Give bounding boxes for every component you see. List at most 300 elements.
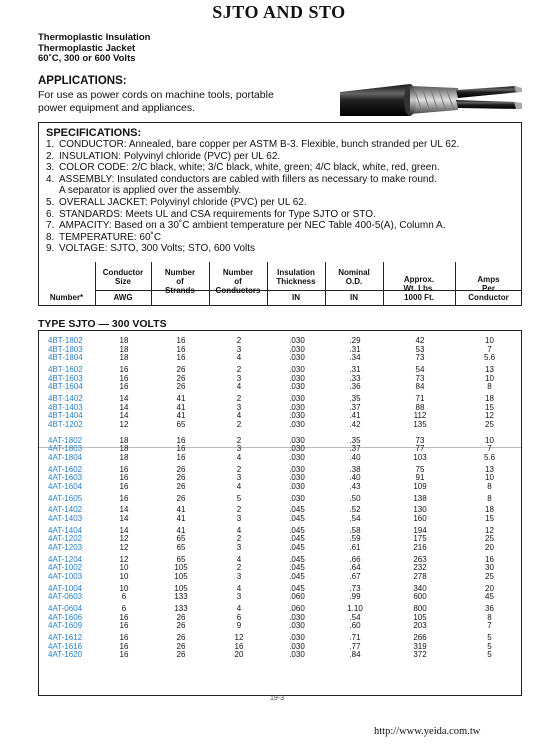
spec-text: AMPACITY: Based on a 30˚C ambient temperature per NEC Table 400-5(A), Column A. [59, 220, 446, 232]
spec-number: 1. [46, 139, 55, 150]
table-cell: 16 [119, 612, 129, 622]
table-cell: 26 [176, 473, 186, 483]
table-cell: .030 [289, 641, 305, 651]
header-label: Number of Strands [164, 268, 196, 296]
table-cell: .030 [289, 650, 305, 660]
part-number-cell: 4AT-1204 [48, 554, 83, 564]
table-cell: 12 [119, 554, 129, 564]
part-number-cell: 4BT-1402 [48, 394, 83, 403]
table-cell: 41 [176, 394, 186, 403]
table-cell: .60 [349, 621, 361, 631]
table-row [39, 445, 521, 453]
table-cell: 7 [487, 621, 492, 631]
table-cell: 12 [119, 534, 129, 544]
spec-text: INSULATION: Polyvinyl chloride (PVC) per UL 62. [59, 150, 281, 162]
spec-item [46, 139, 520, 151]
column-header [38, 262, 522, 306]
table-cell: .31 [349, 365, 361, 374]
table-cell: 25 [485, 572, 494, 581]
spec-text: COLOR CODE: 2/C black, white; 3/C black, white, green; 4/C black, white, red, green. [59, 162, 440, 174]
table-cell: .38 [349, 464, 361, 474]
table-cell: 41 [176, 525, 186, 535]
spec-item [46, 151, 520, 163]
part-number-cell: 4AT-1203 [48, 543, 83, 552]
table-cell: 3 [236, 514, 242, 523]
table-cell: 26 [176, 493, 186, 503]
table-cell: 12 [119, 543, 129, 552]
table-cell: 9 [236, 621, 242, 631]
header-amps [455, 262, 522, 306]
spec-text: ASSEMBLY: Insulated conductors are cabled with fillers as necessary to make round. [59, 173, 437, 185]
part-number-cell: 4AT-1803 [48, 444, 83, 454]
header-conductor-size [95, 262, 151, 306]
table-cell: 4 [236, 554, 242, 564]
table-cell: .030 [289, 336, 305, 345]
table-row [39, 544, 521, 552]
header-label: Nominal O.D. [338, 268, 370, 287]
part-number-cell: 4BT-1603 [48, 373, 83, 383]
part-number-cell: 4AT-1404 [48, 525, 83, 535]
header-label: Amps Per Conductor [468, 275, 509, 303]
table-cell: .030 [289, 402, 305, 412]
part-number-cell: 4AT-1605 [48, 493, 83, 503]
table-cell: 16 [119, 621, 129, 631]
table-row [39, 585, 521, 593]
table-cell: 14 [119, 505, 129, 515]
table-cell: .030 [289, 473, 305, 483]
table-cell: 8 [487, 481, 492, 491]
table-cell: 20 [234, 650, 244, 660]
table-cell: 16 [176, 344, 186, 354]
spec-text: VOLTAGE: SJTO, 300 Volts; STO, 600 Volts [59, 243, 256, 255]
table-cell: 319 [413, 641, 427, 651]
table-cell: 2 [236, 563, 242, 573]
table-cell: 12 [119, 419, 129, 429]
part-number-cell: 4AT-1620 [48, 650, 83, 660]
table-cell: 15 [485, 402, 494, 412]
table-cell: 18 [119, 435, 129, 445]
table-cell: 41 [176, 514, 186, 523]
table-cell: .61 [349, 543, 361, 552]
table-cell: 73 [415, 373, 425, 383]
table-cell: 3 [236, 444, 242, 454]
table-cell: 3 [236, 543, 242, 552]
spec-number: 8. [46, 231, 55, 243]
table-cell: .030 [289, 365, 305, 374]
table-row [39, 643, 521, 651]
table-cell: .030 [289, 464, 305, 474]
table-cell: 194 [413, 525, 427, 535]
table-cell: 65 [176, 534, 186, 544]
table-cell: 133 [174, 592, 188, 602]
table-cell: .99 [349, 592, 361, 602]
table-cell: .030 [289, 382, 305, 392]
table-cell: 109 [413, 481, 427, 491]
table-cell: 73 [415, 353, 425, 363]
table-cell: 16 [119, 373, 129, 383]
table-cell: .045 [289, 514, 305, 523]
table-cell: .50 [349, 493, 361, 503]
table-row [39, 383, 521, 391]
table-cell: 103 [413, 452, 427, 462]
header-label: Conductor Size [102, 268, 144, 287]
table-cell: 105 [413, 612, 427, 622]
table-cell: 20 [485, 583, 494, 593]
cable-description [38, 33, 150, 65]
table-cell: .045 [289, 543, 305, 552]
table-row [39, 483, 521, 491]
subhead-line: Thermoplastic Insulation [38, 32, 151, 43]
header-number [38, 262, 95, 306]
table-row [39, 375, 521, 383]
spec-item [46, 197, 520, 209]
table-cell: 5 [236, 493, 242, 503]
table-cell: .59 [349, 534, 361, 544]
table-row [39, 593, 521, 601]
part-number-cell: 4AT-1002 [48, 563, 83, 573]
table-row [39, 366, 521, 374]
table-cell: 105 [174, 572, 188, 581]
table-cell: 5 [487, 641, 492, 651]
table-cell: .045 [289, 525, 305, 535]
table-cell: 13 [485, 365, 494, 374]
table-cell: 105 [174, 583, 188, 593]
spec-text: A separator is applied over the assembly. [59, 185, 242, 197]
header-label: Insulation Thickness [276, 268, 316, 287]
table-cell: 4 [236, 452, 242, 462]
table-cell: .54 [349, 514, 361, 523]
table-cell: .030 [289, 373, 305, 383]
part-number-cell: 4AT-1606 [48, 612, 83, 622]
table-cell: 16 [176, 353, 186, 363]
part-number-cell: 4AT-0604 [48, 604, 83, 614]
table-cell: .64 [349, 563, 361, 573]
table-cell: 4 [236, 604, 242, 614]
table-cell: 14 [119, 402, 129, 412]
table-cell: 16 [119, 382, 129, 392]
header-weight [383, 262, 455, 306]
part-number-cell: 4AT-1402 [48, 505, 83, 515]
table-cell: 5.6 [483, 452, 496, 462]
table-cell: 45 [485, 592, 494, 602]
table-cell: 10 [485, 435, 494, 445]
table-cell: .54 [349, 612, 361, 622]
spec-item [46, 243, 520, 255]
table-cell: 10 [119, 572, 129, 581]
table-cell: .045 [289, 534, 305, 544]
table-cell: 20 [485, 543, 494, 552]
table-cell: 26 [176, 365, 186, 374]
header-strands [151, 262, 209, 306]
table-cell: 138 [413, 493, 427, 503]
table-cell: 10 [119, 563, 129, 573]
table-cell: 135 [413, 419, 427, 429]
part-number-cell: 4AT-1003 [48, 572, 83, 581]
table-cell: 41 [176, 402, 186, 412]
table-cell: 16 [119, 365, 129, 374]
table-cell: 130 [413, 505, 427, 515]
applications-text [38, 89, 328, 114]
table-cell: 232 [413, 563, 427, 573]
table-cell: 5.6 [483, 353, 496, 363]
table-cell: 372 [413, 650, 427, 660]
table-cell: .67 [349, 572, 361, 581]
table-cell: 278 [413, 572, 427, 581]
table-cell: 16 [485, 554, 494, 564]
table-cell: 133 [174, 604, 188, 614]
table-cell: 6 [121, 592, 127, 602]
part-number-cell: 4BT-1404 [48, 411, 83, 421]
spec-number: 5. [46, 196, 55, 208]
table-row [39, 454, 521, 462]
table-row [39, 515, 521, 523]
table-cell: 16 [119, 650, 129, 660]
table-cell: 26 [176, 373, 186, 383]
header-unit: IN [350, 293, 358, 302]
table-cell: 30 [485, 563, 494, 573]
page-number: 19-3 [270, 695, 285, 702]
spec-item-continued [46, 185, 520, 197]
table-cell: 18 [119, 444, 129, 454]
table-cell: 15 [485, 514, 494, 523]
table-cell: .40 [349, 473, 361, 483]
table-cell: 112 [413, 411, 427, 421]
table-cell: 12 [234, 633, 244, 643]
table-cell: 16 [119, 464, 129, 474]
table-cell: 10 [485, 336, 494, 345]
table-row [39, 614, 521, 622]
table-cell: .045 [289, 583, 305, 593]
table-cell: 3 [236, 592, 242, 602]
table-cell: 16 [119, 633, 129, 643]
table-cell: 8 [487, 612, 492, 622]
table-cell: 4 [236, 583, 242, 593]
table-row [39, 437, 521, 445]
table-cell: 105 [174, 563, 188, 573]
table-cell: .43 [349, 481, 361, 491]
table-title: TYPE SJTO — 300 VOLTS [38, 318, 167, 330]
spec-item [46, 220, 520, 232]
table-cell: 2 [236, 336, 242, 345]
table-cell: 6 [121, 604, 127, 614]
table-row [39, 564, 521, 572]
table-cell: .030 [289, 353, 305, 363]
table-cell: 175 [413, 534, 427, 544]
table-cell: 8 [487, 382, 492, 392]
spec-text: TEMPERATURE: 60˚C [59, 231, 162, 243]
spec-item [46, 232, 520, 244]
header-od [325, 262, 383, 306]
table-cell: .030 [289, 419, 305, 429]
table-cell: 2 [236, 435, 242, 445]
table-row [39, 495, 521, 503]
table-cell: 26 [176, 633, 186, 643]
table-cell: 203 [413, 621, 427, 631]
table-cell: .030 [289, 481, 305, 491]
table-cell: 41 [176, 411, 186, 421]
header-insulation [267, 262, 325, 306]
table-cell: .34 [349, 353, 361, 363]
table-cell: .37 [349, 402, 361, 412]
table-cell: .58 [349, 525, 361, 535]
table-row [39, 605, 521, 613]
table-cell: 18 [119, 336, 129, 345]
cable-illustration [338, 76, 523, 122]
data-table [38, 330, 522, 696]
table-cell: .37 [349, 444, 361, 454]
table-cell: 10 [485, 473, 494, 483]
table-cell: .045 [289, 572, 305, 581]
table-cell: 800 [413, 604, 427, 614]
table-row [39, 395, 521, 403]
spec-item [46, 209, 520, 221]
table-row [39, 573, 521, 581]
table-cell: 2 [236, 394, 242, 403]
table-cell: .030 [289, 344, 305, 354]
table-cell: 16 [176, 336, 186, 345]
part-number-cell: 4AT-1616 [48, 641, 83, 651]
table-cell: .35 [349, 435, 361, 445]
table-cell: 3 [236, 572, 242, 581]
table-cell: 4 [236, 481, 242, 491]
table-cell: 16 [234, 641, 244, 651]
table-row [39, 466, 521, 474]
specifications-list [46, 139, 520, 255]
table-cell: 91 [415, 473, 425, 483]
table-cell: .060 [289, 604, 305, 614]
subhead-line: 60˚C, 300 or 600 Volts [38, 53, 136, 64]
table-cell: 263 [413, 554, 427, 564]
table-cell: 266 [413, 633, 427, 643]
part-number-cell: 4BT-1403 [48, 402, 83, 412]
table-cell: 12 [485, 525, 494, 535]
table-cell: 3 [236, 473, 242, 483]
table-cell: .045 [289, 554, 305, 564]
table-cell: .030 [289, 435, 305, 445]
part-number-cell: 4AT-1602 [48, 464, 83, 474]
table-cell: 73 [415, 435, 425, 445]
table-cell: 7 [487, 444, 492, 454]
table-cell: 16 [119, 473, 129, 483]
part-number-cell: 4BT-1602 [48, 365, 83, 374]
table-cell: .66 [349, 554, 361, 564]
table-cell: 18 [485, 394, 494, 403]
spec-number: 7. [46, 220, 55, 232]
table-row [39, 506, 521, 514]
table-cell: .060 [289, 592, 305, 602]
table-cell: 16 [119, 641, 129, 651]
table-cell: 7 [487, 344, 492, 354]
table-cell: 25 [485, 419, 494, 429]
applications-line: For use as power cords on machine tools, portable [38, 89, 274, 101]
table-cell: 65 [176, 554, 186, 564]
table-cell: 14 [119, 525, 129, 535]
table-cell: 26 [176, 650, 186, 660]
table-cell: 3 [236, 373, 242, 383]
part-number-cell: 4AT-1403 [48, 514, 83, 523]
table-cell: 4 [236, 411, 242, 421]
table-cell: .35 [349, 394, 361, 403]
table-cell: 25 [485, 534, 494, 544]
header-unit: IN [292, 293, 300, 302]
table-cell: 71 [415, 394, 425, 403]
part-number-cell: 4AT-1804 [48, 452, 83, 462]
table-cell: 160 [413, 514, 427, 523]
part-number-cell: 4AT-0603 [48, 592, 83, 602]
table-cell: 26 [176, 641, 186, 651]
table-row [39, 337, 521, 345]
table-cell: 2 [236, 419, 242, 429]
table-cell: 26 [176, 464, 186, 474]
table-cell: 2 [236, 505, 242, 515]
table-cell: 75 [415, 464, 425, 474]
table-cell: .40 [349, 452, 361, 462]
header-unit: AWG [113, 293, 133, 302]
table-cell: .31 [349, 344, 361, 354]
table-cell: .045 [289, 563, 305, 573]
website-url[interactable]: http://www.yeida.com.tw [374, 726, 481, 737]
header-label: Approx. Wt. Lbs. 1000 Ft. [403, 275, 435, 303]
page-title: SJTO AND STO [212, 2, 346, 22]
table-row [39, 346, 521, 354]
table-cell: 26 [176, 382, 186, 392]
table-row [39, 622, 521, 630]
table-cell: 77 [415, 444, 425, 454]
table-row [39, 421, 521, 429]
table-cell: 41 [176, 505, 186, 515]
table-cell: .030 [289, 621, 305, 631]
spec-number: 3. [46, 162, 55, 174]
table-cell: 216 [413, 543, 427, 552]
table-cell: 2 [236, 464, 242, 474]
part-number-cell: 4AT-1802 [48, 435, 83, 445]
table-cell: 10 [119, 583, 129, 593]
table-row [39, 404, 521, 412]
table-cell: 53 [415, 344, 425, 354]
table-cell: 14 [119, 394, 129, 403]
part-number-cell: 4BT-1202 [48, 419, 83, 429]
table-cell: .71 [349, 633, 361, 643]
table-cell: 12 [485, 411, 494, 421]
table-cell: 16 [176, 444, 186, 454]
table-cell: .030 [289, 612, 305, 622]
table-cell: 18 [119, 344, 129, 354]
table-cell: 600 [413, 592, 427, 602]
spec-text: CONDUCTOR: Annealed, bare copper per ASTM B-3. Flexible, bunch stranded per UL 62. [59, 139, 460, 150]
spec-text: OVERALL JACKET: Polyvinyl chloride (PVC) per UL 62. [59, 196, 307, 208]
table-cell: 5 [487, 650, 492, 660]
applications-heading: APPLICATIONS: [38, 75, 127, 87]
table-cell: 26 [176, 612, 186, 622]
table-cell: 14 [119, 411, 129, 421]
table-cell: 88 [415, 402, 425, 412]
spec-item [46, 162, 520, 174]
table-cell: 1.10 [347, 604, 363, 614]
table-cell: .030 [289, 411, 305, 421]
table-cell: 5 [487, 633, 492, 643]
table-cell: .52 [349, 505, 361, 515]
table-cell: .33 [349, 373, 361, 383]
table-cell: 26 [176, 621, 186, 631]
table-row [39, 634, 521, 642]
table-cell: 6 [236, 612, 242, 622]
table-row [39, 556, 521, 564]
table-cell: 65 [176, 419, 186, 429]
table-cell: 4 [236, 353, 242, 363]
table-cell: 4 [236, 525, 242, 535]
spec-number: 6. [46, 208, 55, 220]
spec-text: STANDARDS: Meets UL and CSA requirements for Type SJTO or STO. [59, 208, 376, 220]
